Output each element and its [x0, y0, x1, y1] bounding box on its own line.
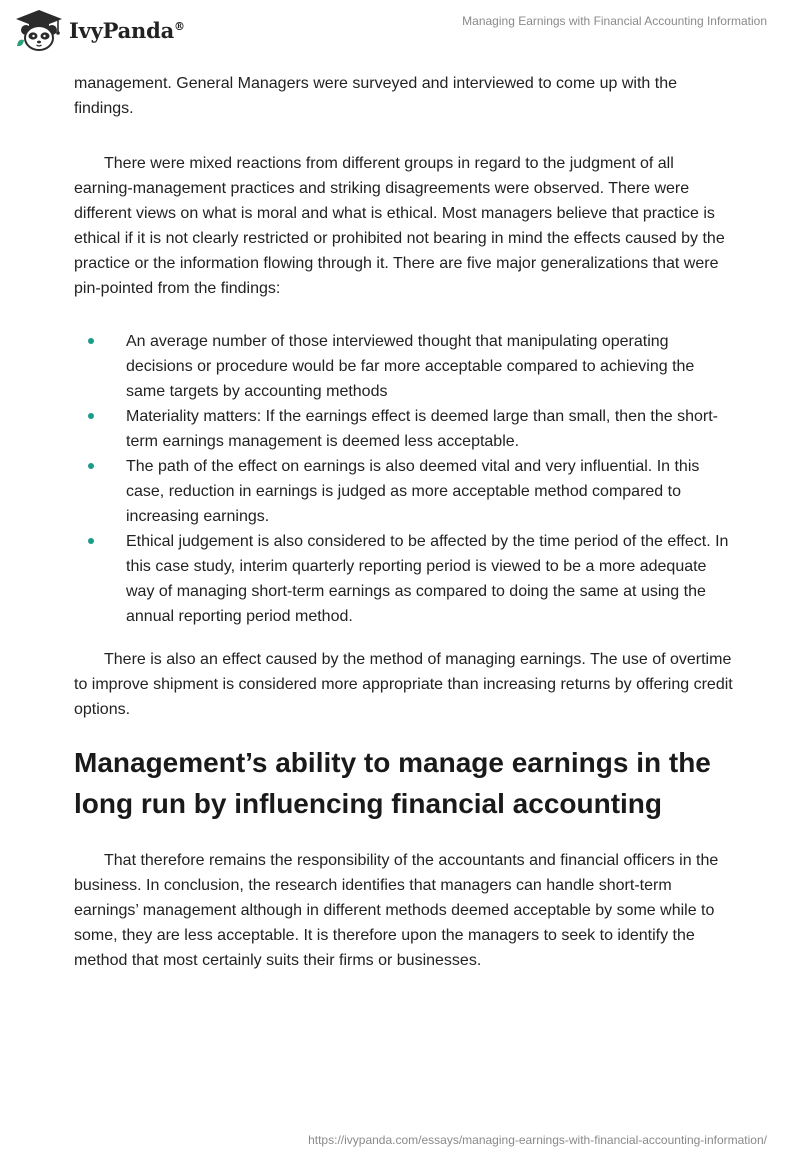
- list-item: Ethical judgement is also considered to be affected by the time period of the effect. In this case study, interim quarterly reporting period is viewed to be a more adequate way of managing short-term earnings as compared to doing the same at using the annual reporting period method.: [74, 529, 734, 629]
- paragraph: There were mixed reactions from different groups in regard to the judgment of all earning-management practices and striking disagreements were observed. There were different views on what is moral and what is ethical. Most managers believe that practice is ethical if it is not clearly restricted or prohibited not bearing in mind the effects caused by the practice or the information flowing through it. There are five major generalizations that were pin-pointed from the findings:: [74, 155, 725, 297]
- paragraph: There is also an effect caused by the method of managing earnings. The use of overtime to improve shipment is considered more appropriate than increasing returns by offering credit options.: [74, 651, 733, 718]
- bullet-dot: [88, 538, 94, 544]
- section-heading: Management’s ability to manage earnings in the long run by influencing financial accounting: [74, 747, 711, 819]
- source-url-link[interactable]: https://ivypanda.com/essays/managing-earnings-with-financial-accounting-information/: [308, 1133, 767, 1147]
- ivypanda-logo[interactable]: [14, 8, 185, 52]
- bullet-dot: [88, 338, 94, 344]
- panda-graduate-icon: [14, 8, 64, 52]
- list-item: An average number of those interviewed thought that manipulating operating decisions or procedure would be far more acceptable compared to achieving the same targets by accounting methods: [74, 329, 734, 404]
- list-item: Materiality matters: If the earnings effect is deemed large than small, then the short-term earnings management is deemed less acceptable.: [74, 404, 734, 454]
- page-header: [0, 0, 800, 62]
- bullet-dot: [88, 463, 94, 469]
- essay-content: [74, 71, 734, 973]
- paragraph: management. General Managers were surveyed and interviewed to come up with the findings.: [74, 75, 677, 117]
- list-item: The path of the effect on earnings is also deemed vital and very influential. In this case, reduction in earnings is judged as more acceptable method compared to increasing earnings.: [74, 454, 734, 529]
- document-title: Managing Earnings with Financial Accounting Information: [462, 14, 767, 28]
- findings-list: [74, 329, 734, 629]
- logo-wordmark: IvyPanda®: [69, 17, 185, 43]
- bullet-dot: [88, 413, 94, 419]
- paragraph: That therefore remains the responsibility of the accountants and financial officers in the business. In conclusion, the research identifies that managers can handle short-term earnings’ management although in different methods deemed acceptable by some while to some, they are less acceptable. It is therefore upon the managers to seek to identify the method that most certainly suits their firms or businesses.: [74, 852, 719, 969]
